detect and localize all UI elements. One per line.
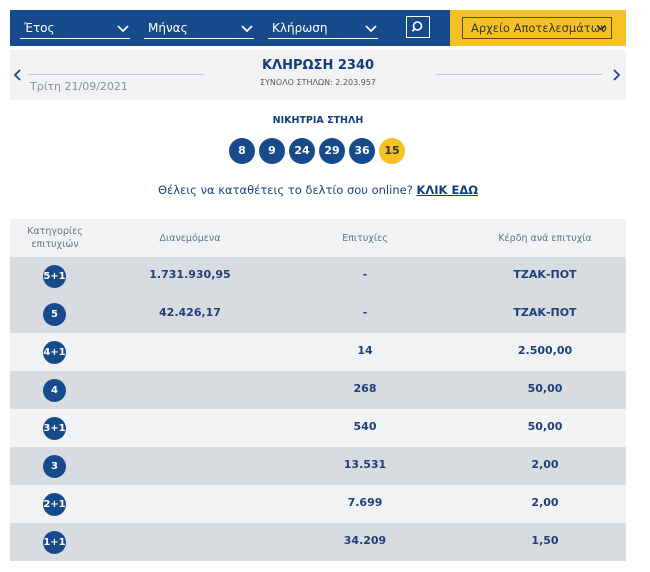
category-badge: 3+1 — [43, 417, 66, 440]
year-select[interactable] — [20, 19, 130, 39]
month-select[interactable] — [144, 19, 254, 39]
prize-cell: 50,00 — [527, 420, 563, 433]
distributed-cell: 42.426,17 — [159, 306, 221, 319]
promo-line — [0, 183, 636, 197]
number-ball: 29 — [319, 138, 345, 164]
header-prize: Κέρδη ανά επιτυχία — [498, 233, 592, 244]
category-badge: 1+1 — [43, 531, 66, 554]
table-row — [10, 409, 626, 447]
header-distributed: Διανεμόμενα — [159, 233, 221, 244]
category-badge: 4+1 — [43, 341, 66, 364]
chevron-down-icon — [364, 22, 378, 36]
table-row — [10, 295, 626, 333]
winners-cell: 7.699 — [347, 496, 383, 509]
winners-cell: 13.531 — [343, 458, 387, 471]
chevron-down-icon — [240, 22, 254, 36]
winners-cell: 268 — [353, 382, 377, 395]
table-row — [10, 485, 626, 523]
joker-ball: 15 — [379, 138, 405, 164]
archive-select-label: Αρχείο Αποτελεσμάτων — [471, 21, 607, 35]
header-winners: Επιτυχίες — [342, 233, 388, 244]
winners-cell: 540 — [353, 420, 377, 433]
prize-cell: 2,00 — [531, 458, 559, 471]
header-category: Κατηγορίες επιτυχιών — [27, 226, 83, 250]
draw-title: ΚΛΗΡΩΣΗ 2340 — [261, 58, 375, 73]
draw-date: Τρίτη 21/09/2021 — [30, 80, 128, 93]
number-ball: 24 — [289, 138, 315, 164]
search-icon — [407, 17, 429, 37]
category-badge: 3 — [43, 455, 66, 478]
chevron-down-icon — [595, 22, 607, 34]
number-ball: 36 — [349, 138, 375, 164]
month-select-label: Μήνας — [148, 21, 188, 35]
filter-bar — [10, 10, 450, 46]
results-table-header — [10, 219, 626, 257]
winners-cell: 34.209 — [343, 534, 387, 547]
prize-cell: 50,00 — [527, 382, 563, 395]
winners-cell: - — [362, 268, 368, 281]
draw-select-label: Κλήρωση — [272, 21, 328, 35]
table-row — [10, 371, 626, 409]
chevron-down-icon — [116, 22, 130, 36]
prize-cell: 2.500,00 — [517, 344, 573, 357]
prize-cell: 1,50 — [531, 534, 559, 547]
prize-cell: ΤΖΑΚ-ΠΟΤ — [513, 306, 577, 319]
category-badge: 5+1 — [43, 265, 66, 288]
search-button[interactable] — [406, 16, 430, 38]
prize-cell: 2,00 — [531, 496, 559, 509]
winners-cell: 14 — [357, 344, 373, 357]
category-badge: 4 — [43, 379, 66, 402]
total-columns: ΣΥΝΟΛΟ ΣΤΗΛΩΝ: 2.203.957 — [259, 78, 376, 87]
category-badge: 2+1 — [43, 493, 66, 516]
prize-cell: ΤΖΑΚ-ΠΟΤ — [513, 268, 577, 281]
winners-cell: - — [362, 306, 368, 319]
distributed-cell: 1.731.930,95 — [149, 268, 231, 281]
winning-column-title: ΝΙΚΗΤΡΙΑ ΣΤΗΛΗ — [272, 115, 364, 126]
category-badge: 5 — [43, 303, 66, 326]
number-ball: 9 — [259, 138, 285, 164]
draw-select[interactable] — [268, 19, 378, 39]
promo-link[interactable]: ΚΛΙΚ ΕΔΩ — [416, 183, 478, 197]
table-row — [10, 257, 626, 295]
table-row — [10, 523, 626, 561]
divider — [28, 74, 204, 75]
archive-panel — [450, 10, 626, 46]
number-ball: 8 — [229, 138, 255, 164]
year-select-label: Έτος — [24, 21, 55, 35]
promo-text: Θέλεις να καταθέτεις το δελτίο σου online? — [158, 183, 413, 197]
table-row — [10, 333, 626, 371]
divider — [436, 74, 602, 75]
archive-select[interactable] — [462, 17, 612, 39]
table-row — [10, 447, 626, 485]
